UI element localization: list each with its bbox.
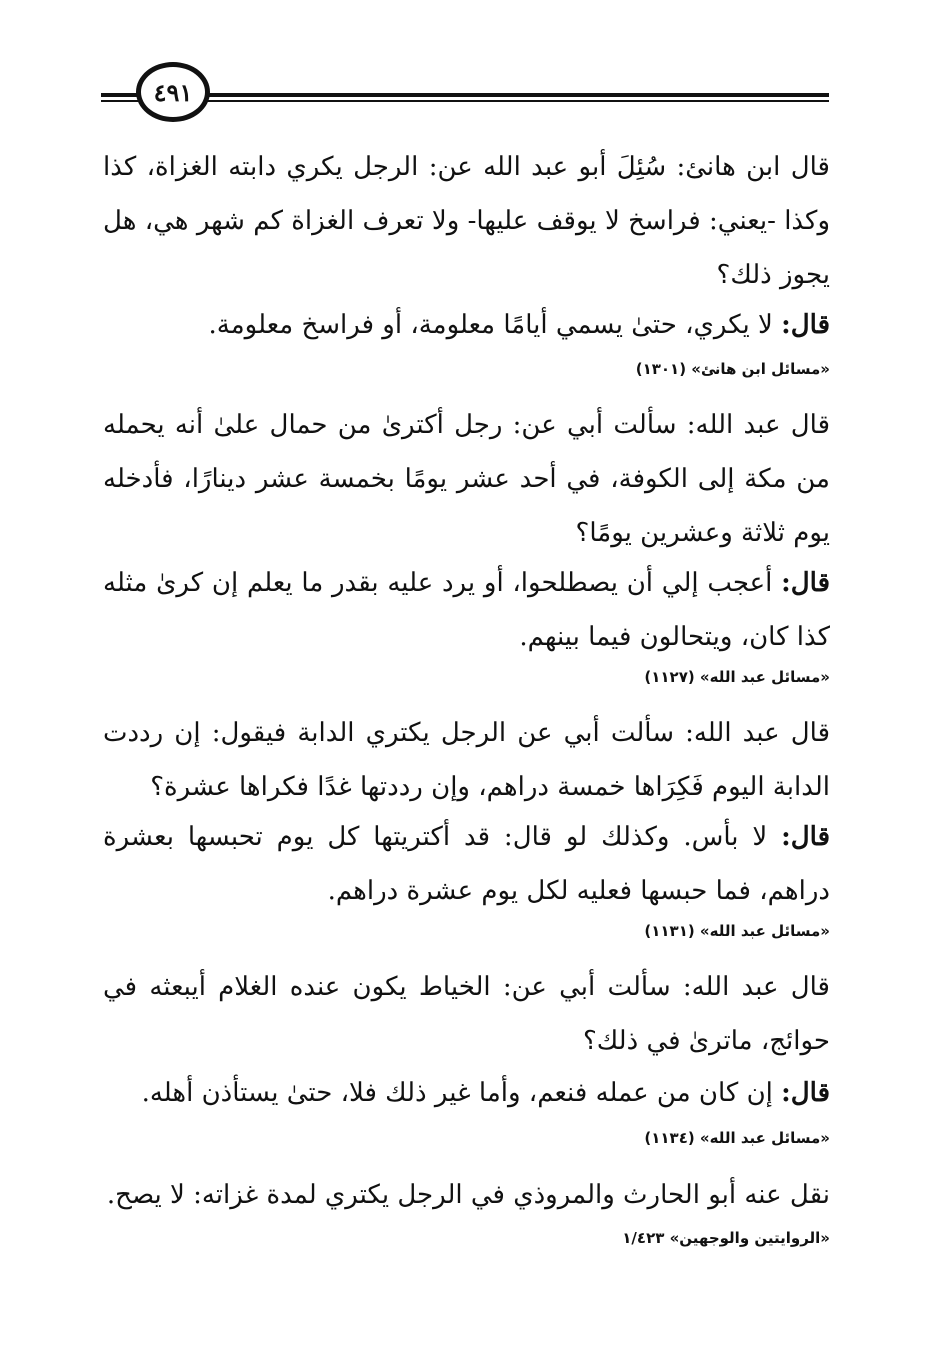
page-number-oval: [136, 62, 210, 122]
answer-label: قال:: [781, 568, 830, 598]
answer-1: [103, 298, 830, 352]
answer-label: قال:: [781, 310, 830, 340]
answer-2: [103, 556, 830, 664]
answer-label: قال:: [781, 1078, 830, 1108]
question-3: قال عبد الله: سألت أبي عن الرجل يكتري الدابة فيقول: إن رددت الدابة اليوم فَكِرَاها خمسة دراهم، وإن رددتها غدًا فكراها عشرة؟: [103, 718, 830, 802]
answer-4: [103, 1066, 830, 1120]
header-rule-thin: [101, 100, 829, 102]
answer-text: أعجب إلي أن يصطلحوا، أو يرد عليه بقدر ما يعلم إن كرىٰ مثله كذا كان، ويتحالون فيما بينهم.: [103, 568, 830, 652]
answer-text: لا بأس. وكذلك لو قال: قد أكتريتها كل يوم تحبسها بعشرة دراهم، فما حبسها فعليه لكل يوم عشرة دراهم.: [103, 822, 830, 906]
question-4: قال عبد الله: سألت أبي عن: الخياط يكون عنده الغلام أيبعثه في حوائج، ماترىٰ في ذلك؟: [103, 972, 830, 1056]
answer-text: لا يكري، حتىٰ يسمي أيامًا معلومة، أو فراسخ معلومة.: [208, 310, 782, 340]
closing-note: نقل عنه أبو الحارث والمروذي في الرجل يكتري لمدة غزاته: لا يصح.: [106, 1180, 830, 1210]
answer-text: إن كان من عمله فنعم، وأما غير ذلك فلا، حتىٰ يستأذن أهله.: [141, 1078, 782, 1108]
source-citation-3: «مسائل عبد الله» (١١٣١): [644, 922, 830, 940]
source-citation-1: «مسائل ابن هانئ» (١٣٠١): [635, 360, 830, 378]
source-citation-2: «مسائل عبد الله» (١١٢٧): [644, 668, 830, 686]
question-1: قال ابن هانئ: سُئِلَ أبو عبد الله عن: الرجل يكري دابته الغزاة، كذا وكذا -يعني: فراسخ لا يوقف عليها- ولا تعرف الغزاة كم شهر هي، هل يجوز ذلك؟: [103, 152, 830, 290]
question-2: قال عبد الله: سألت أبي عن: رجل أكترىٰ من حمال علىٰ أنه يحمله من مكة إلى الكوفة، في أحد عشر يومًا بخمسة عشر دينارًا، فأدخله يوم ثلاثة وعشرين يومًا؟: [103, 410, 830, 548]
header-rule-thick: [101, 93, 829, 97]
source-citation-closing: «الروايتين والوجهين» ١/٤٢٣: [622, 1229, 830, 1247]
source-citation-4: «مسائل عبد الله» (١١٣٤): [644, 1129, 830, 1147]
page-number: ٤٩١: [153, 77, 193, 107]
answer-3: [103, 810, 830, 918]
answer-label: قال:: [781, 822, 830, 852]
